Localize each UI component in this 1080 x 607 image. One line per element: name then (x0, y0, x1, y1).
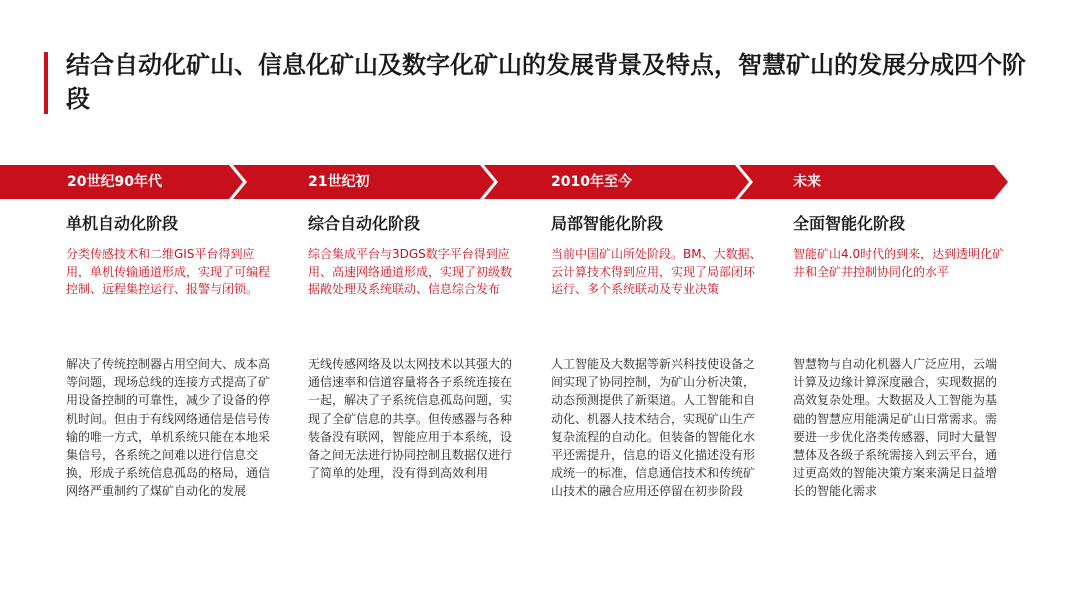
stage-summary-4: 智能矿山4.0时代的到来，达到透明化矿井和全矿井控制协同化的水平 (793, 247, 1005, 279)
page-title: 结合自动化矿山、信息化矿山及数字化矿山的发展背景及特点，智慧矿山的发展分成四个阶段 (66, 51, 1026, 113)
stage-summary-2: 综合集成平台与3DGS数字平台得到应用、高速网络通道形成，实现了初级数据敞处理及系统联动、信息综合发布 (308, 247, 513, 296)
stage-detail-1: 解决了传统控制器占用空间大、成本高等问题，现场总线的连接方式提高了矿用设备控制的可靠性，减少了设备的停机时间。但由于有线网络通信是信号传输的唯一方式，单机系统只能在本地采集信号，各系统之间难以进行信息交换，形成子系统信息孤岛的格局，通信网络严重制约了煤矿自动化的发展 (66, 357, 271, 499)
stage-summary-1: 分类传感技术和二维GIS平台得到应用，单机传输通道形成，实现了可编程控制、远程集控运行、报警与闭锁。 (66, 247, 271, 296)
stage-title-4: 全面智能化阶段 (793, 214, 906, 233)
stage-column-2 (308, 212, 520, 299)
stage-title-2: 综合自动化阶段 (308, 214, 421, 233)
stage-summary-3: 当前中国矿山所处阶段。BM、大数据、云计算技术得到应用，实现了局部闭环运行、多个系统联动及专业决策 (551, 247, 762, 296)
timeline-arrow-band (0, 165, 1010, 199)
stage-detail-3: 人工智能及大数据等新兴科技使设备之间实现了协同控制，为矿山分析决策，动态预测提供了新渠道。人工智能和自动化、机器人技术结合，实现矿山生产复杂流程的自动化。但装备的智能化水平还需提升，信息的语义化描述没有形成统一的标准，信息通信技术和传统矿山技术的融合应用还停留在初步阶段 (551, 357, 756, 499)
stage-column-3 (551, 212, 763, 299)
title-accent-bar (44, 52, 48, 114)
stage-title-1: 单机自动化阶段 (66, 214, 179, 233)
stage-title-3: 局部智能化阶段 (551, 214, 664, 233)
stage-column-1 (66, 212, 278, 299)
era-label-1: 20世纪90年代 (67, 174, 162, 190)
era-label-2: 21世纪初 (308, 174, 370, 190)
era-label-3: 2010年至今 (551, 174, 632, 190)
stage-detail-2: 无线传感网络及以太网技术以其强大的通信速率和信道容量将各子系统连接在一起，解决了子系统信息孤岛问题，实现了全矿信息的共享。但传感器与各种装备没有联网，智能应用于本系统，设备之间无法进行协同控制且数据仅进行了简单的处理，没有得到高效利用 (308, 357, 513, 481)
stage-column-4 (793, 212, 1005, 281)
stage-detail-4: 智慧物与自动化机器人广泛应用，云端计算及边缘计算深度融合，实现数据的高效复杂处理。大数据及人工智能为基础的智慧应用能满足矿山日常需求。需要进一步优化洛类传感器，同时大量智慧体及各级子系统需接入到云平台，通过更高效的智能决策方案来满足日益增长的智能化需求 (793, 357, 998, 499)
era-label-4: 未来 (793, 174, 821, 190)
timeline-segment-4 (739, 165, 1008, 199)
